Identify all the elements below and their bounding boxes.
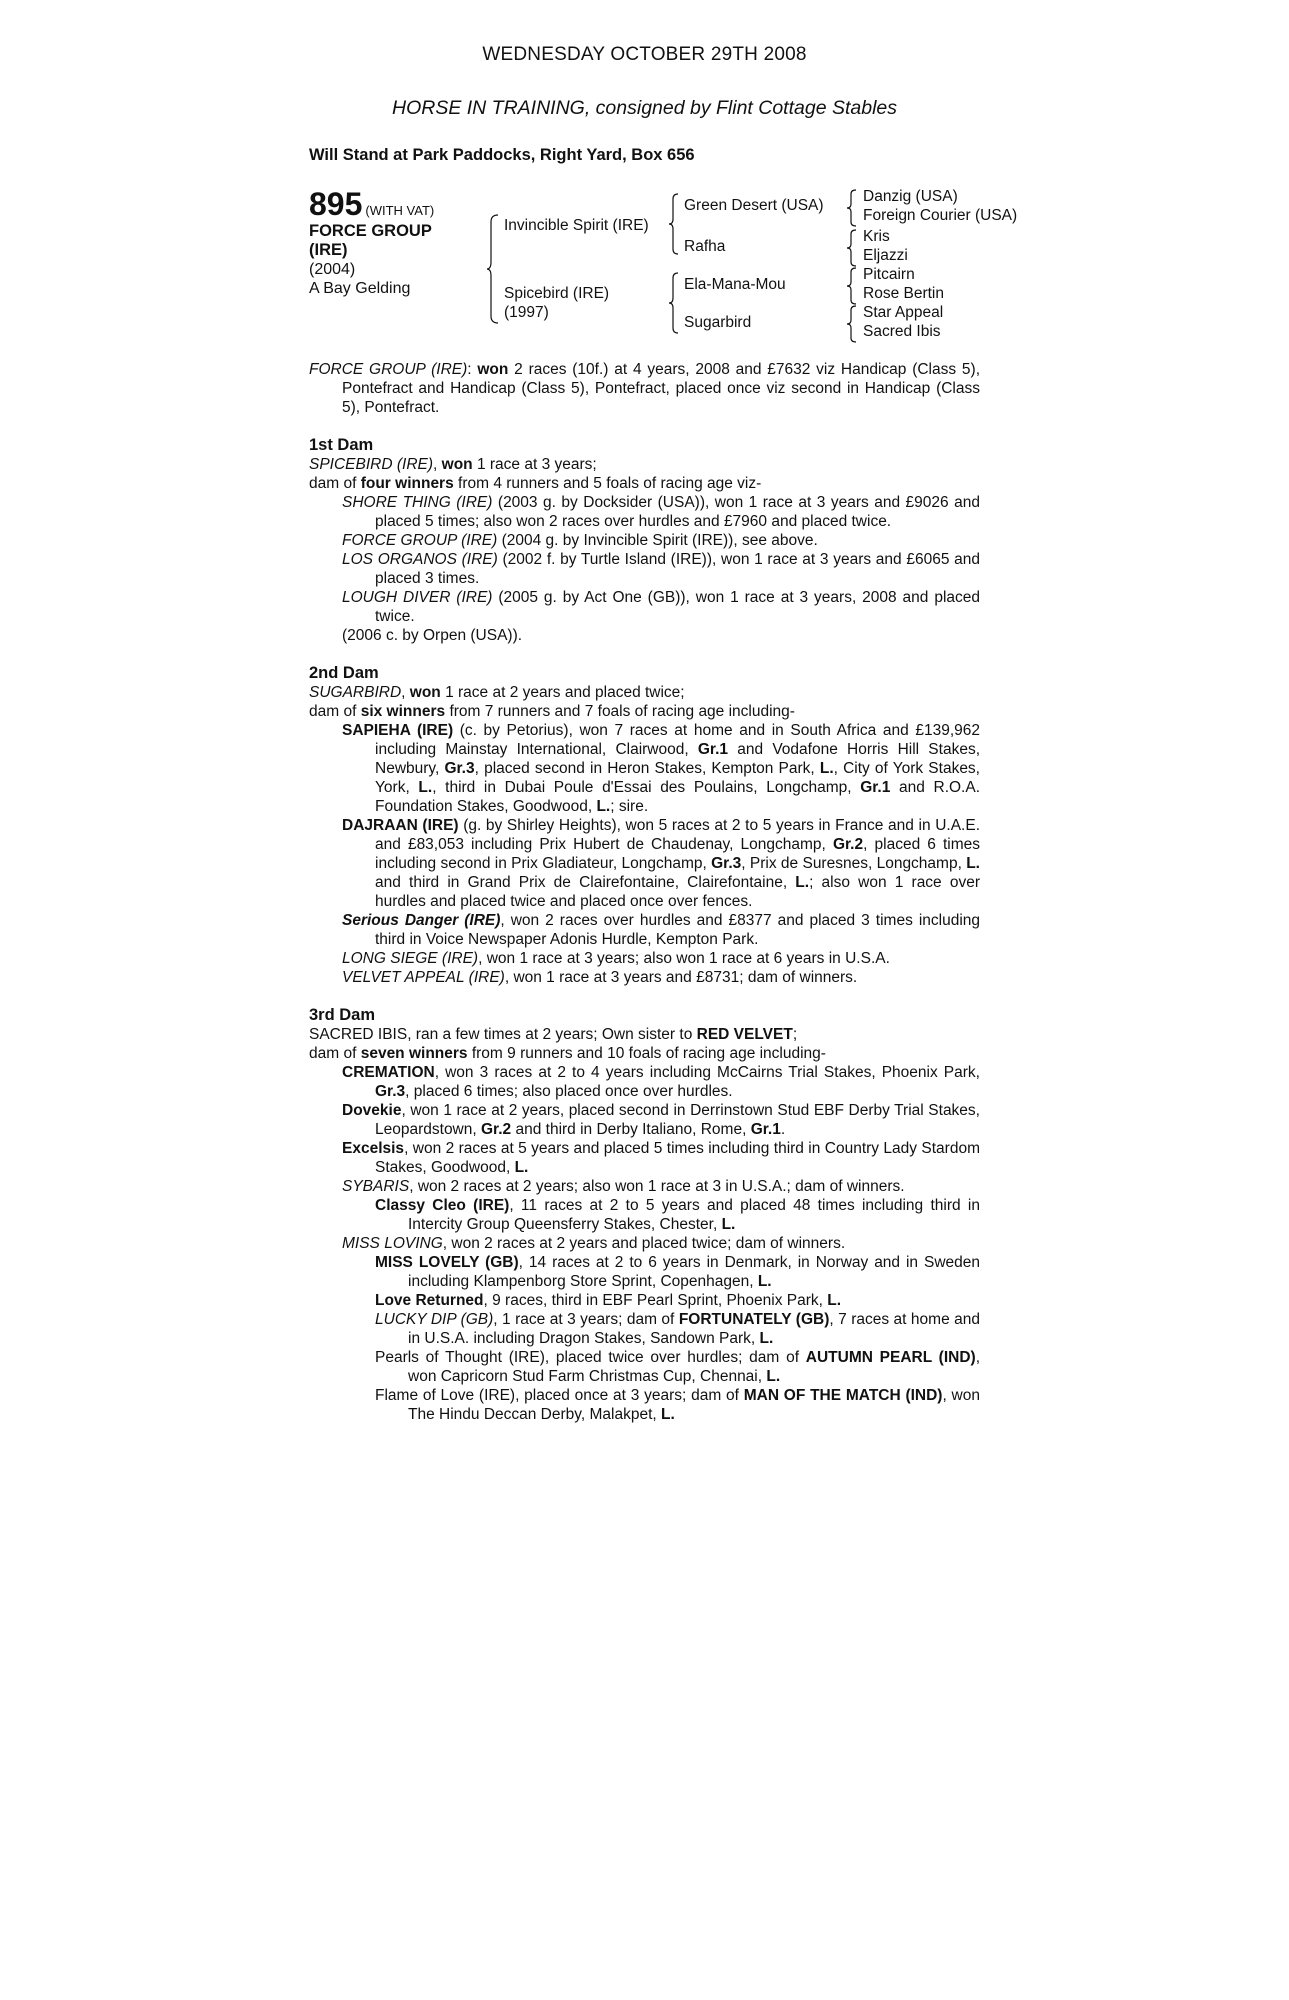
pedigree-sire-dam: Rafha (684, 238, 726, 255)
offspring-entry: LONG SIEGE (IRE), won 1 race at 3 years; also won 1 race at 6 years in U.S.A. (342, 950, 890, 967)
offspring-entry: MISS LOVING, won 2 races at 2 years and placed twice; dam of winners. (342, 1235, 846, 1252)
offspring-entry: SYBARIS, won 2 races at 2 years; also won 1 race at 3 in U.S.A.; dam of winners. (342, 1178, 905, 1195)
second-dam-heading: 2nd Dam (309, 664, 379, 682)
pedigree-sire: Invincible Spirit (IRE) (504, 217, 649, 234)
horse-name-line1: FORCE GROUP (309, 222, 432, 240)
offspring-entry: LOS ORGANOS (IRE) (2002 f. by Turtle Island (IRE)), won 1 race at 3 years and £6065 and placed 3 times. (342, 551, 980, 587)
offspring-entry: CREMATION, won 3 races at 2 to 4 years including McCairns Trial Stakes, Phoenix Park, Gr.3, placed 6 times; also placed once over hurdles. (342, 1064, 980, 1100)
race-record: FORCE GROUP (IRE): won 2 races (10f.) at 4 years, 2008 and £7632 viz Handicap (Class 5), Pontefract and Handicap (Class 5), Pontefract, placed once viz second in Handicap (Class 5), Pontefract. (309, 361, 980, 416)
pedigree-g-ds1: Pitcairn (863, 266, 915, 283)
pedigree-g-dd1: Star Appeal (863, 304, 944, 321)
pedigree-dam: Spicebird (IRE) (504, 285, 610, 302)
pedigree-sire-sire: Green Desert (USA) (684, 197, 824, 214)
second-dam-produce-summary: dam of six winners from 7 runners and 7 foals of racing age including- (309, 703, 795, 720)
pedigree-dam-sire: Ela-Mana-Mou (684, 276, 786, 293)
offspring-entry: DAJRAAN (IRE) (g. by Shirley Heights), won 5 races at 2 to 5 years in France and in U.A.E. and £83,053 including Prix Hubert de Chaudenay, Longchamp, Gr.2, placed 6 times including second in Prix Gladiateur, Longchamp, Gr.3, Prix de Suresnes, Longchamp, L. and third in Grand Prix de Clairefontaine, Clairefontaine, L.; also won 1 race over hurdles and placed twice and placed once over fences. (342, 817, 981, 910)
lot-number: 895 (309, 186, 363, 222)
lot-block (309, 188, 459, 298)
pedigree-g-sd1: Kris (863, 228, 890, 245)
pedigree-g-ds2: Rose Bertin (863, 285, 944, 302)
pedigree-dam-dam: Sugarbird (684, 314, 752, 331)
grand-offspring-entry: Pearls of Thought (IRE), placed twice over hurdles; dam of AUTUMN PEARL (IND), won Capricorn Stud Farm Christmas Cup, Chennai, L. (375, 1349, 980, 1385)
third-dam-heading: 3rd Dam (309, 1006, 376, 1024)
grand-offspring-entry: LUCKY DIP (GB), 1 race at 3 years; dam of FORTUNATELY (GB), 7 races at home and in U.S.A. including Dragon Stakes, Sandown Park, L. (375, 1311, 981, 1347)
pedigree-g-sd2: Eljazzi (863, 247, 908, 264)
horse-name-line2: (IRE) (309, 241, 348, 259)
offspring-entry: SHORE THING (IRE) (2003 g. by Docksider (USA)), won 1 race at 3 years and £9026 and placed 5 times; also won 2 races over hurdles and £7960 and placed twice. (342, 494, 980, 530)
third-dam-produce-summary: dam of seven winners from 9 runners and 10 foals of racing age including- (309, 1045, 826, 1062)
first-dam-intro: SPICEBIRD (IRE), won 1 race at 3 years; (309, 456, 597, 473)
horse-name (309, 222, 449, 260)
offspring-entry: FORCE GROUP (IRE) (2004 g. by Invincible Spirit (IRE)), see above. (342, 532, 818, 549)
pedigree-brace-g4 (846, 305, 858, 343)
offspring-entry: Serious Danger (IRE), won 2 races over hurdles and £8377 and placed 3 times including third in Voice Newspaper Adonis Hurdle, Kempton Park. (342, 912, 981, 948)
first-dam-heading: 1st Dam (309, 436, 374, 454)
consignment-subtitle: HORSE IN TRAINING, consigned by Flint Cottage Stables (391, 97, 898, 119)
second-dam-intro: SUGARBIRD, won 1 race at 2 years and placed twice; (309, 684, 685, 701)
stand-location: Will Stand at Park Paddocks, Right Yard, Box 656 (309, 146, 695, 164)
offspring-entry: LOUGH DIVER (IRE) (2005 g. by Act One (GB)), won 1 race at 3 years, 2008 and placed twice. (342, 589, 980, 625)
first-dam-produce-summary: dam of four winners from 4 runners and 5 foals of racing age viz- (309, 475, 762, 492)
third-dam-intro: SACRED IBIS, ran a few times at 2 years; Own sister to RED VELVET; (309, 1026, 798, 1043)
offspring-entry: VELVET APPEAL (IRE), won 1 race at 3 years and £8731; dam of winners. (342, 969, 858, 986)
grand-offspring-entry: Love Returned, 9 races, third in EBF Pearl Sprint, Phoenix Park, L. (375, 1292, 842, 1309)
pedigree-brace-g3 (846, 267, 858, 305)
pedigree-brace-main (486, 214, 500, 324)
grand-offspring-entry: Flame of Love (IRE), placed once at 3 years; dam of MAN OF THE MATCH (IND), won The Hindu Deccan Derby, Malakpet, L. (375, 1387, 980, 1423)
horse-description: A Bay Gelding (309, 280, 411, 297)
pedigree-brace-g1 (846, 189, 858, 227)
grand-offspring-entry: Classy Cleo (IRE), 11 races at 2 to 5 years and placed 48 times including third in Intercity Group Queensferry Stakes, Chester, L. (375, 1197, 980, 1233)
pedigree-g-ss2: Foreign Courier (USA) (863, 207, 1018, 224)
pedigree-g-ss1: Danzig (USA) (863, 188, 958, 205)
foaling-year: (2004) (309, 261, 356, 278)
pedigree-brace-sire (668, 193, 680, 255)
catalogue-body (309, 360, 980, 1424)
sale-date: WEDNESDAY OCTOBER 29TH 2008 (482, 44, 807, 65)
pedigree-brace-g2 (846, 229, 858, 267)
offspring-entry: Excelsis, won 2 races at 5 years and placed 5 times including third in Country Lady Stardom Stakes, Goodwood, L. (342, 1140, 980, 1176)
lot-vat: (WITH VAT) (365, 203, 435, 218)
pedigree-g-dd2: Sacred Ibis (863, 323, 941, 340)
pedigree-dam-year: (1997) (504, 304, 549, 321)
offspring-entry: (2006 c. by Orpen (USA)). (342, 627, 523, 644)
pedigree-brace-dam (668, 272, 680, 334)
grand-offspring-entry: MISS LOVELY (GB), 14 races at 2 to 6 years in Denmark, in Norway and in Sweden including Klampenborg Store Sprint, Copenhagen, L. (375, 1254, 981, 1290)
offspring-entry: Dovekie, won 1 race at 2 years, placed second in Derrinstown Stud EBF Derby Trial Stakes, Leopardstown, Gr.2 and third in Derby Italiano, Rome, Gr.1. (342, 1102, 980, 1138)
offspring-entry: SAPIEHA (IRE) (c. by Petorius), won 7 races at home and in South Africa and £139,962 including Mainstay International, Clairwood, Gr.1 and Vodafone Horris Hill Stakes, Newbury, Gr.3, placed second in Heron Stakes, Kempton Park, L., City of York Stakes, York, L., third in Dubai Poule d'Essai des Poulains, Longchamp, Gr.1 and R.O.A. Foundation Stakes, Goodwood, L.; sire. (342, 722, 981, 815)
